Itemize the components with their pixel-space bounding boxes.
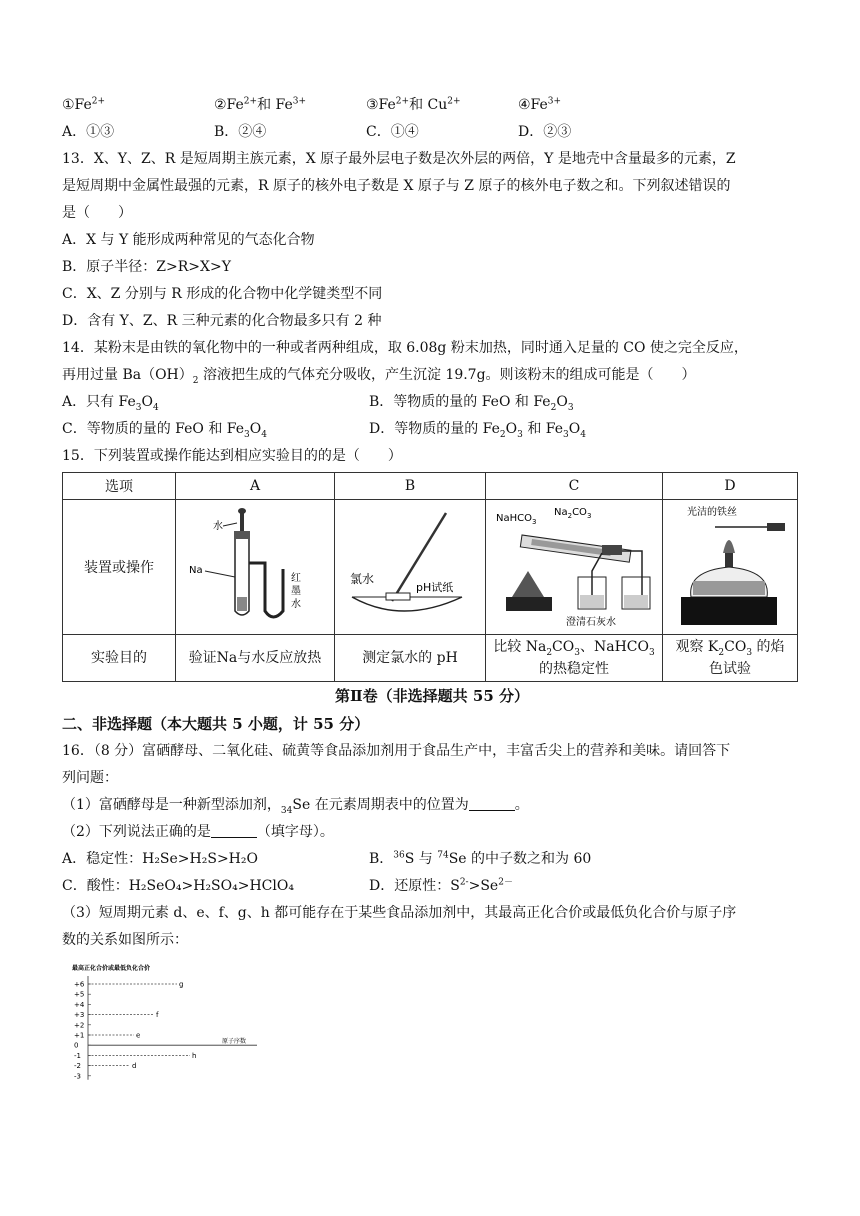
q13-stem-2: 是短周期中金属性最强的元素，R 原子的核外电子数是 X 原子与 Z 原子的核外电子数之和。下列叙述错误的 bbox=[62, 178, 731, 194]
q15-header-d: D bbox=[663, 473, 798, 500]
chart-title: 最高正化合价或最低负化合价 bbox=[72, 965, 151, 972]
q15-stem: 15．下列装置或操作能达到相应实验目的的是（ ） bbox=[62, 448, 402, 464]
y-tick-label: +2 bbox=[74, 1021, 85, 1030]
q12-species-row bbox=[62, 92, 802, 119]
q16-options-ab bbox=[62, 846, 802, 873]
q14-stem-1: 14．某粉末是由铁的氧化物中的一种或者两种组成，取 6.08g 粉末加热，同时通入足量的 CO 使之完全反应， bbox=[62, 340, 748, 356]
answer-blank-2[interactable] bbox=[211, 823, 257, 838]
y-tick-label: 0 bbox=[74, 1041, 79, 1050]
exam-page bbox=[62, 92, 802, 1104]
point-label-e: e bbox=[136, 1031, 141, 1040]
q16-option-b: B．$^{36}$S 与 $^{74}$Se 的中子数之和为 60 bbox=[369, 850, 592, 867]
q14-option-a: A．只有 $Fe_3O_4$ bbox=[62, 394, 159, 413]
flame-test-illustration bbox=[667, 501, 793, 629]
thermal-stability-apparatus-illustration bbox=[492, 501, 656, 629]
y-tick-label: +5 bbox=[74, 990, 85, 999]
q13-option-a: A．X 与 Y 能形成两种常见的气态化合物 bbox=[62, 232, 315, 248]
q15-apparatus-b bbox=[335, 500, 486, 635]
q12-species-4: $④Fe^{3+}$ bbox=[518, 96, 562, 113]
svg-text:Na: Na bbox=[189, 565, 203, 576]
q12-species-2: $②Fe^{2+}$和 $Fe^{3+}$ bbox=[214, 96, 307, 113]
svg-text:光洁的铁丝: 光洁的铁丝 bbox=[687, 507, 737, 518]
valence-chart bbox=[72, 960, 802, 1104]
q16-options-cd bbox=[62, 873, 802, 900]
q14-option-b: B．等物质的量的 FeO 和 $Fe_2O_3$ bbox=[369, 394, 574, 413]
y-tick-label: -3 bbox=[74, 1072, 81, 1081]
q15-purpose-c: 比较 $Na_2CO_3$、NaHCO$_3$ 的热稳定性 bbox=[486, 635, 663, 682]
q12-choice-b: B．②④ bbox=[214, 124, 267, 140]
q15-row-apparatus-label: 装置或操作 bbox=[63, 500, 176, 635]
svg-text:NaHCO3: NaHCO$_3$ bbox=[496, 513, 537, 526]
q15-apparatus-d bbox=[663, 500, 798, 635]
q16-stem-2: 列问题： bbox=[62, 770, 118, 786]
q12-species-3: $③Fe^{2+}$和 $Cu^{2+}$ bbox=[366, 96, 461, 113]
q15-header-c: C bbox=[486, 473, 663, 500]
point-label-f: f bbox=[156, 1011, 159, 1020]
y-tick-label: +6 bbox=[74, 980, 85, 989]
q13-stem-3: 是（ ） bbox=[62, 205, 132, 221]
q16-option-a: A．稳定性：H₂Se>H₂S>H₂O bbox=[62, 851, 258, 867]
q14-stem-2: 再用过量 $Ba(OH)_2$ 溶液把生成的气体充分吸收，产生沉淀 19.7g。则该粉末的组成可能是（ ） bbox=[62, 367, 696, 386]
q13-option-b: B．原子半径：Z>R>X>Y bbox=[62, 259, 231, 275]
q16-part-1: （1）富硒酵母是一种新型添加剂，$_{34}$Se 在元素周期表中的位置为 。 bbox=[62, 797, 529, 816]
test-tube-u-tube-illustration bbox=[185, 501, 325, 629]
q12-choice-d: D．②③ bbox=[518, 124, 572, 140]
q16-part-3-line-2: 数的关系如图所示： bbox=[62, 932, 188, 948]
valence-chart-svg bbox=[72, 960, 272, 1100]
y-tick-label: -2 bbox=[74, 1062, 81, 1071]
answer-blank-1[interactable] bbox=[469, 796, 515, 811]
q14-options-ab bbox=[62, 389, 802, 416]
q13-option-d: D．含有 Y、Z、R 三种元素的化合物最多只有 2 种 bbox=[62, 313, 382, 329]
svg-text:氯水: 氯水 bbox=[350, 572, 375, 586]
q15-table bbox=[62, 472, 798, 682]
section2-title: 第Ⅱ卷（非选择题共 55 分） bbox=[335, 687, 529, 705]
y-tick-label: +1 bbox=[74, 1031, 85, 1040]
svg-text:红: 红 bbox=[291, 573, 301, 584]
q15-apparatus-c bbox=[486, 500, 663, 635]
y-tick-label: +4 bbox=[74, 1000, 85, 1009]
q14-option-c: C．等物质的量的 FeO 和 $Fe_3O_4$ bbox=[62, 421, 267, 440]
svg-text:水: 水 bbox=[291, 599, 301, 610]
svg-text:Na2CO3: $Na_2CO_3$ bbox=[554, 507, 592, 520]
point-label-d: d bbox=[132, 1062, 137, 1071]
svg-text:水: 水 bbox=[213, 521, 223, 532]
chlorine-water-ph-paper-illustration bbox=[342, 501, 478, 629]
q15-row-purpose-label: 实验目的 bbox=[63, 635, 176, 682]
q16-stem-1: 16．（8 分）富硒酵母、二氧化硅、硫黄等食品添加剂用于食品生产中，丰富舌尖上的营养和美味。请回答下 bbox=[62, 743, 731, 759]
point-label-g: g bbox=[179, 980, 184, 989]
svg-text:pH试纸: pH试纸 bbox=[416, 581, 454, 594]
q16-part-2: （2）下列说法正确的是 （填字母）。 bbox=[62, 824, 334, 840]
y-tick-label: +3 bbox=[74, 1011, 85, 1020]
q15-header-option: 选项 bbox=[63, 473, 176, 500]
q15-header-a: A bbox=[176, 473, 335, 500]
q15-apparatus-a bbox=[176, 500, 335, 635]
q12-choice-c: C．①④ bbox=[366, 124, 419, 140]
section2-heading: 二、非选择题（本大题共 5 小题，计 55 分） bbox=[62, 715, 370, 733]
q15-purpose-b: 测定氯水的 pH bbox=[335, 635, 486, 682]
y-tick-label: -1 bbox=[74, 1051, 81, 1060]
q16-option-d: D．还原性：$S^{2-}>Se^{2-}$ bbox=[369, 877, 513, 894]
point-label-h: h bbox=[192, 1051, 197, 1060]
svg-text:墨: 墨 bbox=[291, 586, 301, 597]
q12-choices bbox=[62, 119, 802, 146]
q14-option-d: D．等物质的量的 $Fe_2O_3$ 和 $Fe_3O_4$ bbox=[369, 421, 586, 440]
q15-purpose-a: 验证Na与水反应放热 bbox=[176, 635, 335, 682]
x-axis-label: 原子序数 bbox=[222, 1038, 247, 1046]
q12-species-1: $①Fe^{2+}$ bbox=[62, 96, 106, 113]
q15-header-b: B bbox=[335, 473, 486, 500]
q13-stem-1: 13．X、Y、Z、R 是短周期主族元素，X 原子最外层电子数是次外层的两倍，Y 是地壳中含量最多的元素，Z bbox=[62, 151, 736, 167]
q16-part-3-line-1: （3）短周期元素 d、e、f、g、h 都可能存在于某些食品添加剂中，其最高正化合价或最低负化合价与原子序 bbox=[62, 905, 737, 921]
q15-purpose-d: 观察 $K_2CO_3$ 的焰 色试验 bbox=[663, 635, 798, 682]
svg-text:澄清石灰水: 澄清石灰水 bbox=[566, 617, 616, 628]
q13-option-c: C．X、Z 分别与 R 形成的化合物中化学键类型不同 bbox=[62, 286, 383, 302]
q12-choice-a: A．①③ bbox=[62, 124, 115, 140]
q16-option-c: C．酸性：H₂SeO₄>H₂SO₄>HClO₄ bbox=[62, 878, 294, 894]
q14-options-cd bbox=[62, 416, 802, 443]
